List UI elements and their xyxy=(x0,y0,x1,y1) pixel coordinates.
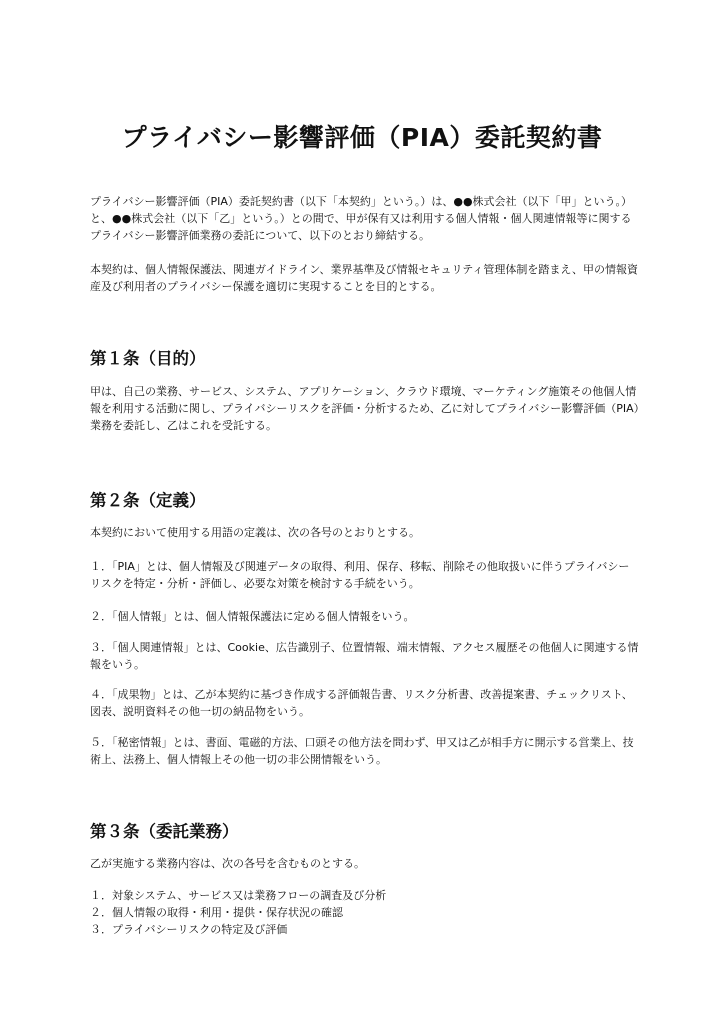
article-3-heading: 第３条（委託業務） xyxy=(90,822,239,841)
document-title: プライバシー影響評価（PIA）委託契約書 xyxy=(121,123,603,152)
article-1-heading: 第１条（目的） xyxy=(90,349,206,368)
intro-paragraph-1: プライバシー影響評価（PIA）委託契約書（以下「本契約」という。）は、●●株式会社（以下「甲」という。）と、●●株式会社（以下「乙」という。）との間で、甲が保有又は利用する個人情報・個人関連情報等に関するプライバシー影響評価業務の委託について、以下のとおり締結する。 xyxy=(90,195,633,242)
article-2-item-5: ５．「秘密情報」とは、書面、電磁的方法、口頭その他方法を問わず、甲又は乙が相手方に開示する営業上、技術上、法務上、個人情報上その他一切の非公開情報をいう。 xyxy=(90,736,634,766)
article-2-item-1: １．「PIA」とは、個人情報及び関連データの取得、利用、保存、移転、削除その他取扱いに伴うプライバシーリスクを特定・分析・評価し、必要な対策を検討する手続をいう。 xyxy=(90,560,630,590)
article-3-item-3: ３．プライバシーリスクの特定及び評価 xyxy=(90,923,288,936)
article-2-item-3: ３．「個人関連情報」とは、Cookie、広告識別子、位置情報、端末情報、アクセス履歴その他個人に関連する情報をいう。 xyxy=(90,641,639,671)
article-1-body: 甲は、自己の業務、サービス、システム、アプリケーション、クラウド環境、マーケティング施策その他個人情報を利用する活動に関し、プライバシーリスクを評価・分析するため、乙に対してプライバシー影響評価（PIA）業務を委託し、乙はこれを受託する。 xyxy=(90,385,640,432)
article-3-item-1: １．対象システム、サービス又は業務フローの調査及び分析 xyxy=(90,889,387,902)
intro-paragraph-2: 本契約は、個人情報保護法、関連ガイドライン、業界基準及び情報セキュリティ管理体制を踏まえ、甲の情報資産及び利用者のプライバシー保護を適切に実現することを目的とする。 xyxy=(90,263,639,293)
article-2-item-2: ２．「個人情報」とは、個人情報保護法に定める個人情報をいう。 xyxy=(90,610,415,623)
article-2-heading: 第２条（定義） xyxy=(90,491,206,510)
article-3-intro: 乙が実施する業務内容は、次の各号を含むものとする。 xyxy=(90,857,365,870)
article-2-item-4: ４．「成果物」とは、乙が本契約に基づき作成する評価報告書、リスク分析書、改善提案書、チェックリスト、図表、説明資料その他一切の納品物をいう。 xyxy=(90,688,633,718)
article-2-intro: 本契約において使用する用語の定義は、次の各号のとおりとする。 xyxy=(90,526,420,539)
article-3-item-2: ２．個人情報の取得・利用・提供・保存状況の確認 xyxy=(90,906,343,919)
